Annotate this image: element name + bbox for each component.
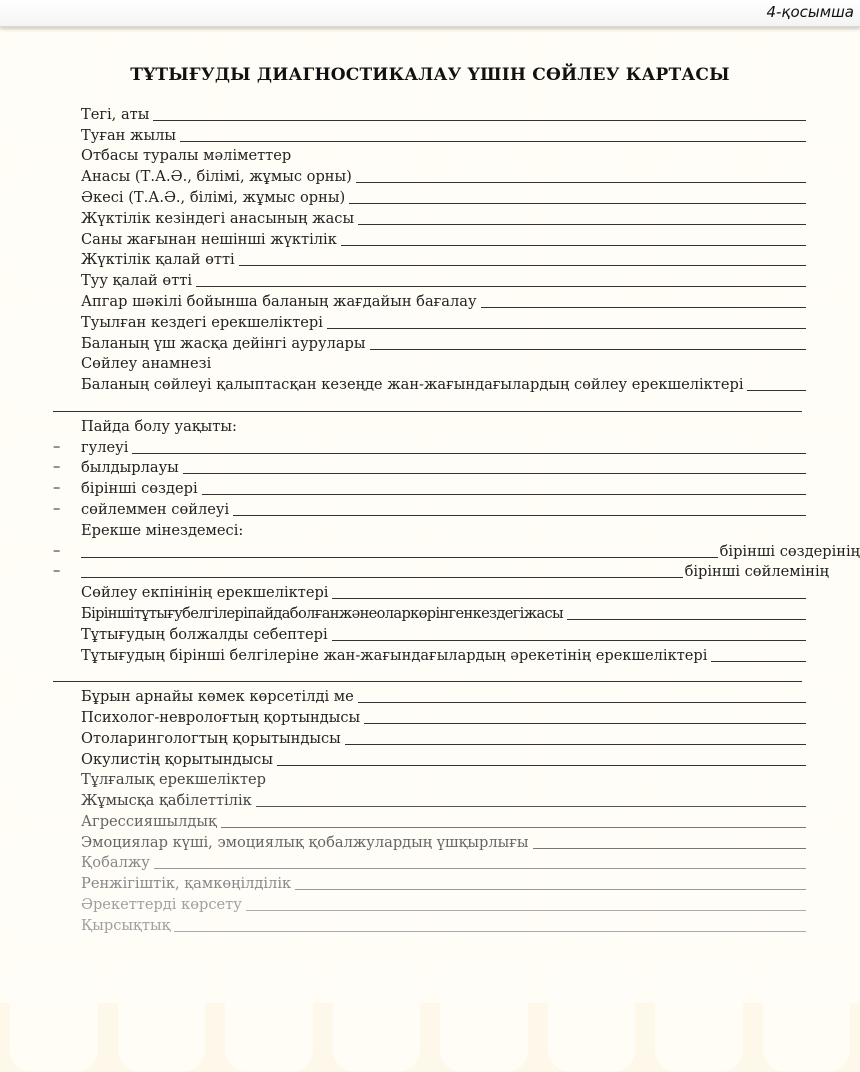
field-label: Туу қалай өтті <box>81 272 193 290</box>
field-row <box>0 291 860 312</box>
page-title: ТҰТЫҒУДЫ ДИАГНОСТИКАЛАУ ҮШІН СӨЙЛЕУ КАРТАСЫ <box>130 65 730 85</box>
field-row <box>0 873 860 894</box>
answer-line[interactable] <box>196 286 806 287</box>
appendix-label: 4-қосымша <box>766 3 854 21</box>
field-row <box>0 686 860 707</box>
form-fields <box>0 104 860 936</box>
field-label: бірінші сөздерінің <box>719 542 860 560</box>
answer-line[interactable] <box>81 577 683 578</box>
field-row <box>0 146 860 167</box>
field-row <box>0 520 860 541</box>
field-label: Тұтығудың бірінші белгілеріне жан-жағындағылардың әрекетінің ерекшеліктері <box>81 646 708 664</box>
field-row <box>0 811 860 832</box>
dash-marker: – <box>53 479 61 497</box>
answer-line[interactable] <box>202 494 806 495</box>
answer-line[interactable] <box>349 203 806 204</box>
field-row <box>0 770 860 791</box>
field-label: былдырлауы <box>81 459 179 477</box>
answer-line[interactable] <box>246 910 806 911</box>
field-label: Анасы (Т.А.Ә., білімі, жұмыс орны) <box>81 168 352 186</box>
section-label: Пайда болу уақыты: <box>81 417 237 435</box>
answer-line[interactable] <box>239 265 806 266</box>
answer-line[interactable] <box>358 224 806 225</box>
answer-line[interactable] <box>53 681 802 682</box>
field-row <box>0 624 860 645</box>
answer-line[interactable] <box>153 120 806 121</box>
field-row <box>0 104 860 125</box>
field-label: Туылған кездегі ерекшеліктері <box>81 313 323 331</box>
field-row <box>0 832 860 853</box>
field-label: бірінші сөздері <box>81 480 198 498</box>
field-row <box>0 312 860 333</box>
field-label: Баланың сөйлеуі қалыптасқан кезеңде жан-жағындағылардың сөйлеу ерекшеліктері <box>81 376 744 394</box>
field-row <box>0 458 860 479</box>
dash-marker: – <box>53 458 61 476</box>
field-row <box>0 603 860 624</box>
field-label: Қырсықтық <box>81 916 171 934</box>
field-label: Туған жылы <box>81 126 176 144</box>
answer-line[interactable] <box>747 390 806 391</box>
field-row <box>0 125 860 146</box>
answer-line[interactable] <box>332 640 806 641</box>
section-label: Ерекше мінездемесі: <box>81 521 244 539</box>
field-row <box>0 499 860 520</box>
field-label: гулеуі <box>81 438 129 456</box>
section-label: Тұлғалық ерекшеліктер <box>81 771 267 789</box>
field-row <box>0 270 860 291</box>
field-label: Апгар шәкілі бойынша баланың жағдайын бағалау <box>81 292 477 310</box>
answer-line[interactable] <box>345 744 806 745</box>
field-row <box>0 915 860 936</box>
section-label: Сөйлеу анамнезі <box>81 355 212 373</box>
field-row <box>0 354 860 375</box>
field-label: сөйлеммен сөйлеуі <box>81 500 230 518</box>
field-row <box>0 707 860 728</box>
field-label: Бұрын арнайы көмек көрсетілді ме <box>81 688 354 706</box>
field-label: Сөйлеу екпінінің ерекшеліктері <box>81 584 329 602</box>
answer-line[interactable] <box>295 889 806 890</box>
field-row <box>0 666 860 687</box>
answer-line[interactable] <box>180 141 806 142</box>
field-label: Тұтығудың болжалды себептері <box>81 625 328 643</box>
answer-line[interactable] <box>364 723 806 724</box>
answer-line[interactable] <box>233 515 806 516</box>
dash-marker: – <box>53 437 61 455</box>
answer-line[interactable] <box>81 557 718 558</box>
field-row <box>0 728 860 749</box>
field-row <box>0 395 860 416</box>
field-row <box>0 374 860 395</box>
header-bar <box>0 0 860 27</box>
field-label: бірінші сөйлемінің <box>684 563 829 581</box>
field-label: Эмоциялар күші, эмоциялық қобалжулардың үшқырлығы <box>81 833 529 851</box>
field-label: Жұмысқа қабілеттілік <box>81 792 252 810</box>
answer-line[interactable] <box>341 245 806 246</box>
field-row <box>0 187 860 208</box>
field-row <box>0 437 860 458</box>
field-label: Ренжігіштік, қамкөңілділік <box>81 875 292 893</box>
field-label: Отоларингологтың қорытындысы <box>81 729 341 747</box>
field-row <box>0 582 860 603</box>
field-row <box>0 749 860 770</box>
answer-line[interactable] <box>327 328 806 329</box>
answer-line[interactable] <box>174 931 806 932</box>
answer-line[interactable] <box>533 848 806 849</box>
answer-line[interactable] <box>183 473 806 474</box>
answer-line[interactable] <box>256 806 806 807</box>
field-row <box>0 894 860 915</box>
field-label: Жүктілік қалай өтті <box>81 251 235 269</box>
answer-line[interactable] <box>277 765 806 766</box>
answer-line[interactable] <box>356 182 806 183</box>
dash-marker: – <box>53 562 61 580</box>
field-label: Саны жағынан нешінші жүктілік <box>81 230 337 248</box>
field-row <box>0 478 860 499</box>
answer-line[interactable] <box>370 349 806 350</box>
field-label: Әрекеттерді көрсету <box>81 896 242 914</box>
answer-line[interactable] <box>132 453 806 454</box>
answer-line[interactable] <box>221 827 806 828</box>
answer-line[interactable] <box>358 702 806 703</box>
field-label: Жүктілік кезіндегі анасының жасы <box>81 209 355 227</box>
field-row <box>0 250 860 271</box>
field-row <box>0 166 860 187</box>
field-row <box>0 645 860 666</box>
field-label: Тегі, аты <box>81 105 150 123</box>
field-label: Біріншітұтығубелгілеріпайдаболғанжәнеоларкөрінгенкездегіжасы <box>81 604 564 622</box>
field-row <box>0 333 860 354</box>
dash-marker: – <box>53 541 61 559</box>
field-row <box>0 790 860 811</box>
field-label: Агрессияшылдық <box>81 812 217 830</box>
answer-line[interactable] <box>53 411 802 412</box>
field-row <box>0 541 860 562</box>
field-label: Окулистің қорытындысы <box>81 750 273 768</box>
field-row <box>0 562 860 583</box>
field-label: Баланың үш жасқа дейінгі аурулары <box>81 334 366 352</box>
answer-line[interactable] <box>154 868 806 869</box>
field-label: Әкесі (Т.А.Ә., білімі, жұмыс орны) <box>81 188 346 206</box>
field-row <box>0 416 860 437</box>
answer-line[interactable] <box>481 307 806 308</box>
field-label: Қобалжу <box>81 854 150 872</box>
field-row <box>0 208 860 229</box>
answer-line[interactable] <box>711 661 806 662</box>
answer-line[interactable] <box>332 598 806 599</box>
field-label: Психолог-невролоғтың қортындысы <box>81 708 361 726</box>
dash-marker: – <box>53 499 61 517</box>
field-row <box>0 229 860 250</box>
field-row <box>0 853 860 874</box>
section-label: Отбасы туралы мәліметтер <box>81 147 292 165</box>
answer-line[interactable] <box>567 619 806 620</box>
